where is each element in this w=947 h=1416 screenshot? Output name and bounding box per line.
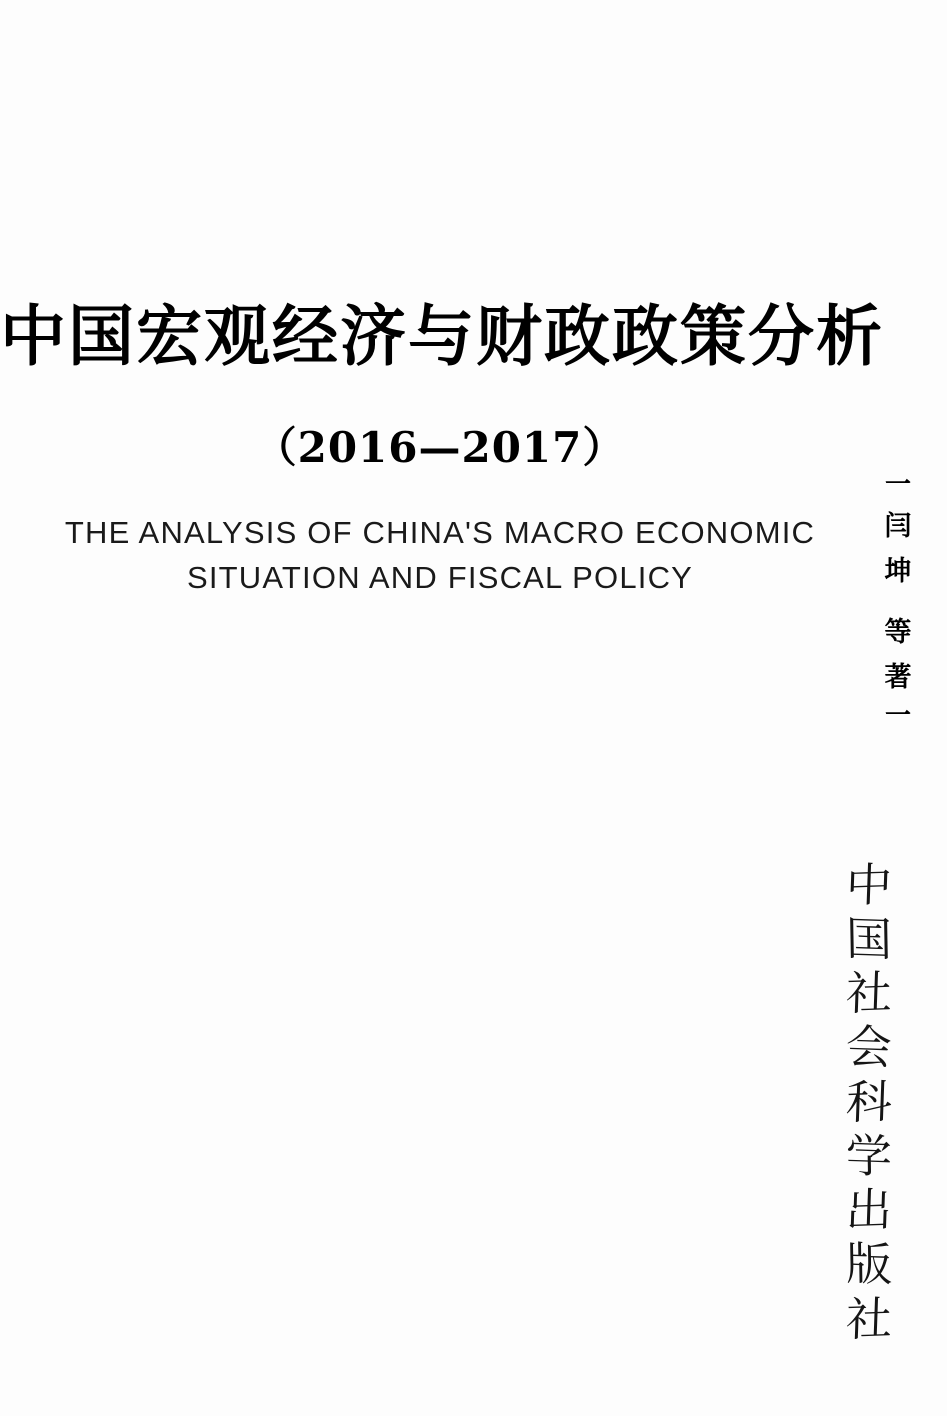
publisher-char-1: 中: [845, 856, 893, 913]
english-title-line-1: THE ANALYSIS OF CHINA'S MACRO ECONOMIC: [64, 514, 816, 550]
publisher-char-9: 社: [845, 1290, 893, 1347]
english-title-line-2: SITUATION AND FISCAL POLICY: [186, 559, 694, 595]
author-char-2: 坤: [884, 556, 912, 588]
author-char-3: 等: [884, 617, 912, 649]
author-bottom-mark: 一: [884, 700, 911, 731]
english-title: [0, 511, 880, 601]
publisher-char-7: 出: [845, 1182, 893, 1238]
publisher-char-4: 会: [845, 1019, 893, 1076]
author-spacer: [875, 594, 921, 610]
publisher-char-2: 国: [845, 911, 893, 967]
author-byline: [875, 470, 921, 735]
author-char-1: 闫: [884, 511, 912, 542]
title-block: [0, 297, 884, 600]
publisher-char-6: 学: [845, 1128, 893, 1184]
publisher-char-8: 版: [845, 1236, 893, 1293]
subtitle-year: （2016—2017）: [254, 422, 626, 472]
author-top-mark: 一: [884, 470, 911, 500]
publisher-imprint: [823, 858, 915, 1346]
publisher-char-3: 社: [845, 965, 893, 1021]
page-title: 中国宏观经济与财政政策分析: [0, 297, 884, 375]
publisher-char-5: 科: [845, 1073, 893, 1130]
author-char-4: 著: [884, 662, 912, 694]
